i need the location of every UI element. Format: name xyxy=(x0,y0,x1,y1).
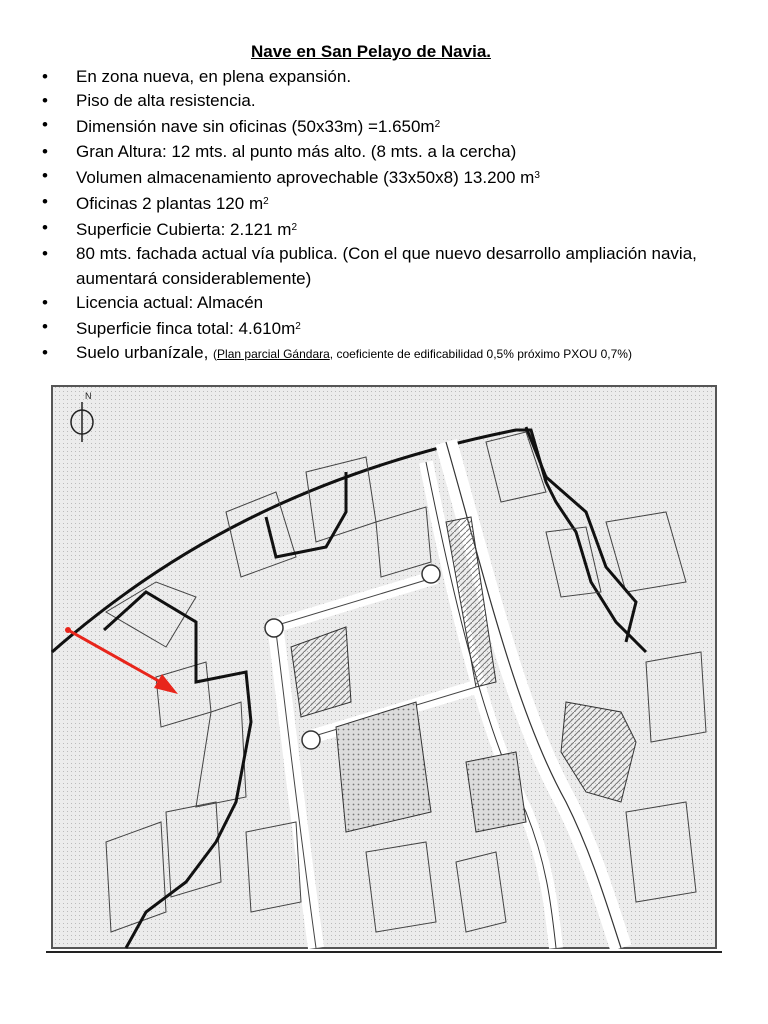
list-item xyxy=(40,140,740,164)
feature-list xyxy=(40,65,740,366)
site-plan-map xyxy=(46,382,722,956)
list-item-text: Gran Altura: 12 mts. al punto más alto. (8 mts. a la cercha) xyxy=(76,141,517,161)
list-item xyxy=(40,315,740,341)
superscript: 2 xyxy=(295,321,301,333)
list-item xyxy=(40,291,740,315)
plan-parcial-link[interactable]: Plan parcial Gándara xyxy=(217,347,330,362)
list-item-text: Oficinas 2 plantas 120 m xyxy=(76,194,264,214)
list-item-text: Licencia actual: Almacén xyxy=(76,292,264,312)
list-item-text: En zona nueva, en plena expansión. xyxy=(76,67,352,86)
list-item xyxy=(40,89,740,113)
list-item-text: Superficie finca total: 4.610m xyxy=(76,319,296,339)
superscript: 3 xyxy=(534,169,540,181)
list-item xyxy=(40,65,740,89)
list-item xyxy=(40,190,740,216)
superscript: 2 xyxy=(263,196,269,208)
list-item-text: 80 mts. fachada actual vía publica. (Con el que nuevo desarrollo ampliación navia, aumentará considerablemente) xyxy=(76,244,697,288)
list-item-text: Piso de alta resistencia. xyxy=(76,91,256,111)
list-item xyxy=(40,113,740,139)
bullet-icon: • xyxy=(42,192,48,212)
superscript: 2 xyxy=(291,222,298,234)
bullet-icon: • xyxy=(42,91,48,111)
list-item xyxy=(40,242,740,290)
list-item-text: Volumen almacenamiento aprovechable (33x50x8) 13.200 m xyxy=(76,167,535,187)
bullet-icon: • xyxy=(42,141,48,161)
list-item xyxy=(40,216,740,242)
roundabout xyxy=(265,619,283,637)
list-item xyxy=(40,164,740,190)
bullet-icon: • xyxy=(42,165,48,185)
bullet-icon: • xyxy=(42,218,48,238)
list-item-text: Superficie Cubierta: 2.121 m xyxy=(76,220,292,240)
bullet-icon: • xyxy=(42,292,48,312)
bullet-icon: • xyxy=(42,317,48,337)
bullet-icon: • xyxy=(42,244,48,264)
list-item xyxy=(40,341,740,366)
superscript: 2 xyxy=(434,119,441,131)
bullet-icon: • xyxy=(42,343,48,363)
plan-note: (Plan parcial Gándara, coeficiente de edificabilidad 0,5% próximo PXOU 0,7%) xyxy=(213,347,632,362)
bullet-icon: • xyxy=(42,67,48,86)
bullet-icon: • xyxy=(42,115,48,135)
list-item-text: Suelo urbanízale, xyxy=(76,343,214,363)
roundabout xyxy=(422,565,440,583)
park-zone xyxy=(466,752,526,832)
compass-label: N xyxy=(85,391,92,401)
roundabout xyxy=(302,731,320,749)
list-item-text: Dimensión nave sin oficinas (50x33m) =1.650m xyxy=(76,117,435,137)
document-title: Nave en San Pelayo de Navia. xyxy=(250,42,491,61)
map-frame xyxy=(52,386,716,948)
